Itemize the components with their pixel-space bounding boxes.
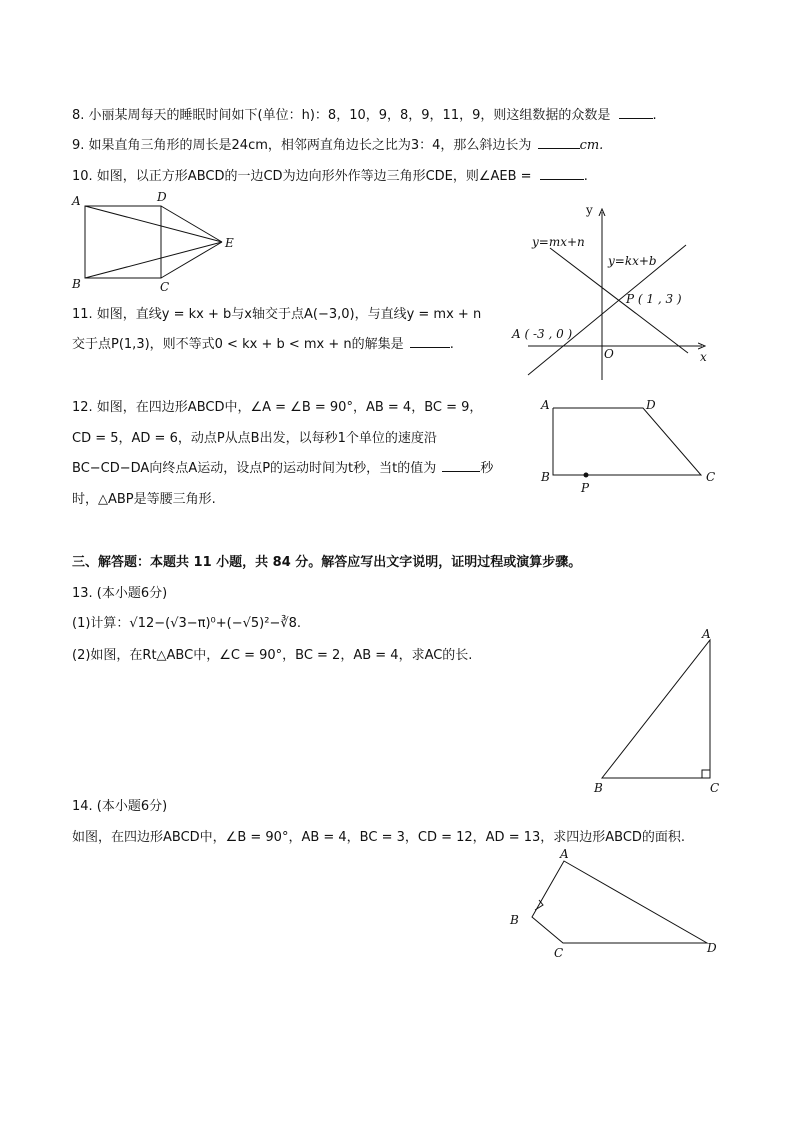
segment-ce — [161, 242, 222, 278]
question-13-part1-expression: √12−(√3−π)⁰+(−√5)²−∛8. — [129, 616, 302, 631]
label-y-axis: y — [586, 203, 593, 217]
label-point-p: P ( 1 , 3 ) — [626, 292, 682, 306]
question-11-line1: 11. 如图，直线y = kx + b与x轴交于点A(−3,0)，与直线y = mx + n — [72, 307, 482, 322]
label-b: B — [510, 913, 519, 927]
label-c: C — [554, 946, 564, 960]
label-point-a: A ( -3 , 0 ) — [512, 327, 573, 341]
square-abcd — [85, 206, 161, 278]
quadrilateral-abcd — [532, 861, 707, 943]
figure-right-triangle — [590, 626, 730, 796]
segment-ae — [85, 206, 222, 242]
point-p — [584, 473, 589, 478]
label-a: A — [541, 398, 550, 412]
question-10-text: 10. 如图，以正方形ABCD的一边CD为边向形外作等边三角形CDE，则∠AEB = — [72, 169, 532, 184]
question-11-text: 交于点P(1,3)，则不等式0 < kx + b < mx + n的解集是 — [72, 337, 404, 352]
label-d: D — [707, 941, 717, 955]
segment-de — [161, 206, 222, 242]
right-angle-mark — [702, 770, 710, 778]
label-a: A — [72, 194, 81, 208]
label-c: C — [706, 470, 716, 484]
triangle-abc — [602, 640, 710, 778]
answer-blank-8[interactable] — [619, 106, 653, 119]
question-12-seconds: 秒 — [480, 461, 494, 476]
question-8-text: 8. 小丽某周每天的睡眠时间如下(单位：h)：8，10，9，8，9，11，9，则这组数据的众数是 — [72, 108, 611, 123]
label-a: A — [560, 847, 569, 861]
question-14-text: 如图，在四边形ABCD中，∠B = 90°，AB = 4，BC = 3，CD = 12，AD = 13，求四边形ABCD的面积. — [72, 830, 686, 845]
section-3-heading: 三、解答题：本题共 11 小题，共 84 分。解答应写出文字说明，证明过程或演算步骤。 — [72, 555, 582, 570]
segment-be — [85, 242, 222, 278]
question-11-end: . — [449, 337, 454, 352]
figure-line-graph — [510, 200, 710, 380]
question-13-part1 — [72, 612, 301, 631]
question-10-end: . — [583, 169, 588, 184]
answer-blank-11[interactable] — [410, 335, 450, 348]
label-origin: O — [604, 347, 614, 361]
question-13-part1-prefix: (1)计算： — [72, 616, 130, 631]
question-9 — [72, 134, 603, 153]
question-12-line4: 时，△ABP是等腰三角形. — [72, 492, 216, 507]
label-x-axis: x — [700, 350, 707, 364]
question-9-text: 9. 如果直角三角形的周长是24cm，相邻两直角边长之比为3：4，那么斜边长为 — [72, 138, 532, 153]
label-b: B — [72, 277, 81, 291]
answer-blank-9[interactable] — [538, 136, 580, 149]
question-12-line2: CD = 5，AD = 6，动点P从点B出发，以每秒1个单位的速度沿 — [72, 431, 437, 446]
question-10 — [72, 165, 588, 184]
label-p: P — [581, 481, 590, 495]
figure-trapezoid — [538, 396, 728, 496]
question-14-title: 14. (本小题6分) — [72, 799, 168, 814]
question-13-title: 13. (本小题6分) — [72, 586, 168, 601]
question-11-line2 — [72, 333, 454, 352]
label-a: A — [702, 627, 711, 641]
trapezoid-abcd — [553, 408, 701, 475]
label-b: B — [594, 781, 603, 795]
question-8-end: . — [652, 108, 657, 123]
figure-quadrilateral — [505, 845, 730, 960]
label-e: E — [225, 236, 234, 250]
answer-blank-12[interactable] — [442, 459, 480, 472]
question-12-text: BC−CD−DA向终点A运动，设点P的运动时间为t秒，当t的值为 — [72, 461, 437, 476]
question-8 — [72, 104, 657, 123]
label-d: D — [157, 190, 167, 204]
question-13-part2: (2)如图，在Rt△ABC中，∠C = 90°，BC = 2，AB = 4，求AC的长. — [72, 648, 473, 663]
question-12-line3 — [72, 457, 493, 476]
figure-square-triangle — [70, 192, 240, 292]
question-12-line1: 12. 如图，在四边形ABCD中，∠A = ∠B = 90°，AB = 4，BC = 9， — [72, 400, 483, 415]
label-b: B — [541, 470, 550, 484]
label-line-mn: y=mx+n — [532, 235, 585, 249]
label-d: D — [646, 398, 656, 412]
question-9-end: cm. — [579, 138, 604, 153]
answer-blank-10[interactable] — [540, 167, 584, 180]
label-c: C — [710, 781, 720, 795]
label-c: C — [160, 280, 170, 294]
label-line-kb: y=kx+b — [608, 254, 657, 268]
